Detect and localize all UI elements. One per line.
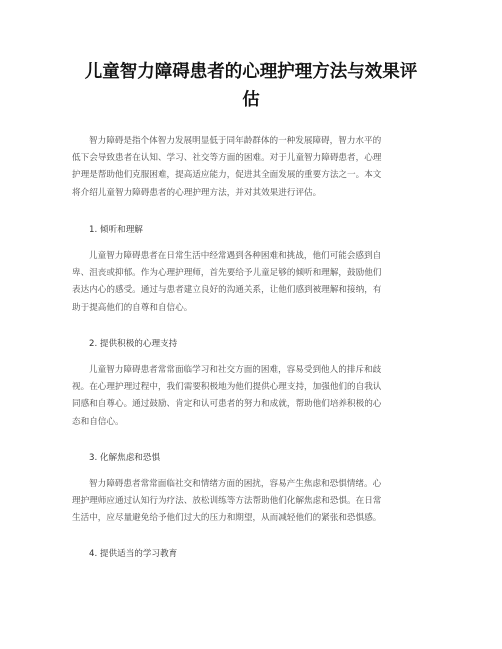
section-heading-2: 2. 提供积极的心理支持 (89, 339, 178, 349)
text-line: 生活中，应尽量避免给予他们过大的压力和期望，从而减轻他们的紧张和恐惧感。 (72, 513, 382, 524)
title-line-2: 估 (242, 90, 260, 110)
text-line: 智力障碍患者常常面临社交和情绪方面的困扰，容易产生焦虑和恐惧情绪。心 (89, 479, 382, 489)
text-line: 同感和自尊心。通过鼓励、肯定和认可患者的努力和成就，帮助他们培养积极的心 (72, 399, 382, 410)
text-line: 理护理师应通过认知行为疗法、放松训练等方法帮助他们化解焦虑和恐惧。在日常 (72, 496, 382, 507)
text-line: 护理是帮助他们克服困难，提高适应能力，促进其全面发展的重要方法之一。本文 (72, 170, 382, 181)
title-line-1: 儿童智力障碍患者的心理护理方法与效果评 (84, 62, 418, 82)
text-line: 将介绍儿童智力障碍患者的心理护理方法，并对其效果进行评估。 (72, 187, 322, 198)
section-heading-1: 1. 倾听和理解 (89, 225, 143, 235)
section-paragraph-2 (72, 362, 434, 431)
section-paragraph-1 (72, 248, 434, 317)
text-line: 态和自信心。 (72, 416, 124, 427)
section-heading-4: 4. 提供适当的学习教育 (89, 549, 178, 559)
text-line: 视。在心理护理过程中，我们需要积极地为他们提供心理支持，加强他们的自我认 (72, 382, 382, 393)
text-line: 卑、沮丧或抑郁。作为心理护理师，首先要给予儿童足够的倾听和理解，鼓励他们 (72, 268, 382, 279)
text-line: 儿童智力障碍患者在日常生活中经常遇到各种困难和挑战，他们可能会感到自 (89, 251, 382, 261)
text-line: 表达内心的感受。通过与患者建立良好的沟通关系，让他们感到被理解和接纳，有 (72, 285, 382, 296)
document-title (70, 58, 432, 114)
text-line: 儿童智力障碍患者常常面临学习和社交方面的困难，容易受到他人的排斥和歧 (89, 365, 382, 375)
text-line: 智力障碍是指个体智力发展明显低于同年龄群体的一种发展障碍，智力水平的 (89, 136, 382, 146)
section-paragraph-3 (72, 476, 434, 528)
text-line: 助于提高他们的自尊和自信心。 (72, 302, 193, 313)
intro-paragraph (72, 133, 434, 202)
section-heading-3: 3. 化解焦虑和恐惧 (89, 453, 161, 463)
text-line: 低下会导致患者在认知、学习、社交等方面的困难。对于儿童智力障碍患者，心理 (72, 153, 382, 164)
